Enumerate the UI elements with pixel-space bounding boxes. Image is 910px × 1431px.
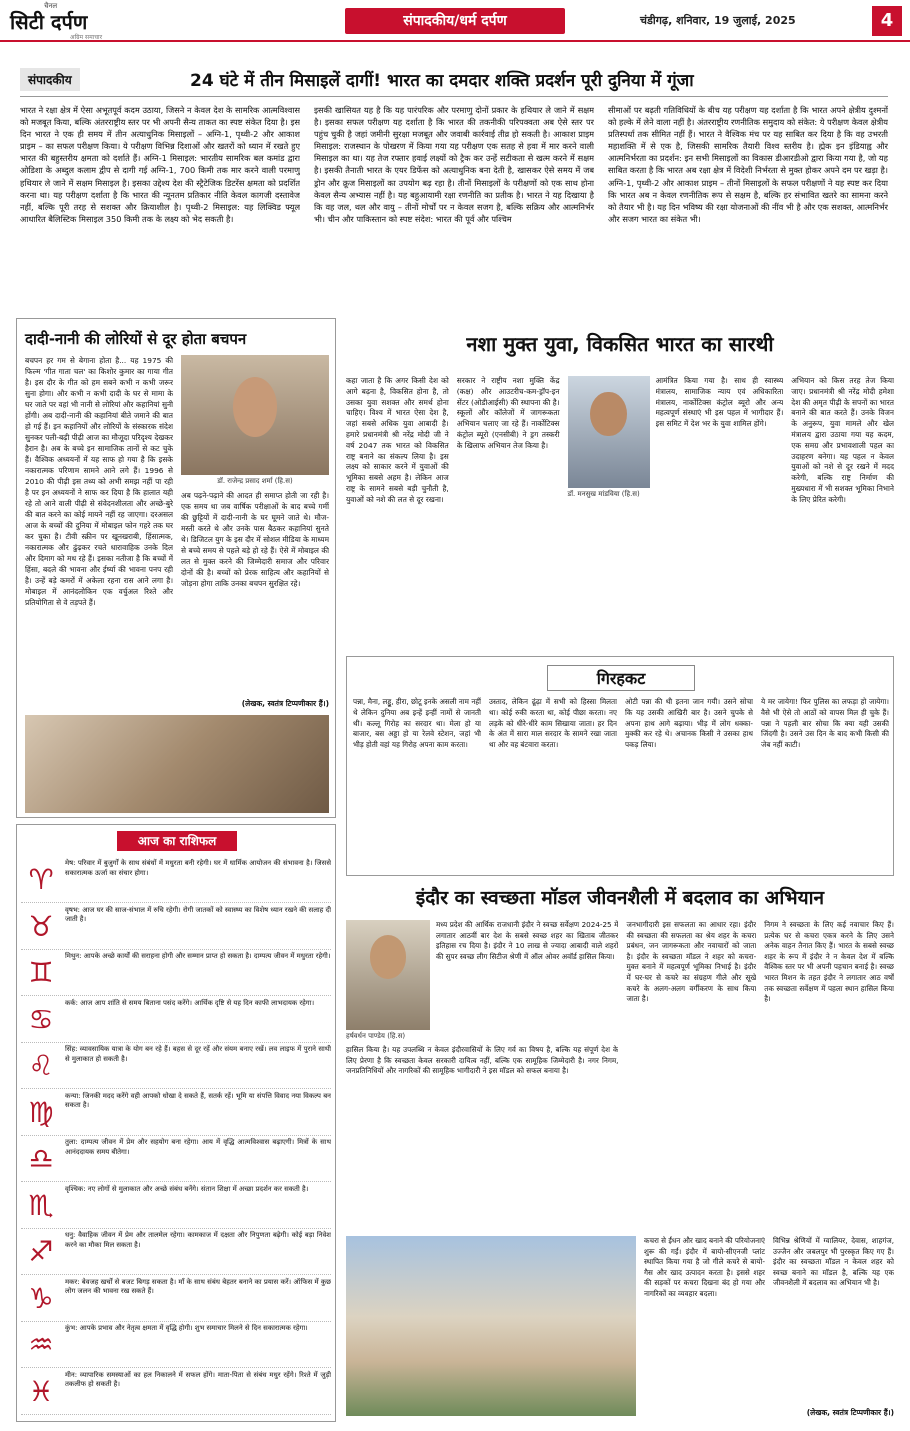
indore-column-2: जनभागीदारी इस सफलता का आधार रहा। इंदौर की स्वच्छता की सफलता का श्रेय शहर के कचरा प्रबंधन, जन जागरूकता और नवाचारों को जाता है। इंदौर के स्वच्छता मॉडल ने शहर को कचरा-मुक्त बनाने में महत्वपूर्ण भूमिका निभाई है। इंदौर में घर-घर से कचरे का संग्रहण गीले और सूखे कचरे के अलग-अलग वर्गीकरण के साथ किया जाता है। xyxy=(626,920,757,1004)
girahkat-column-1: पन्ना, मैना, लड्डू, हीरा, छोटू इनके असली नाम नहीं थे लेकिन दुनिया अब इन्हें इन्हीं नामों से जानती थी। कल्लू गिरोह का सरदार था। मेला हो या बाजार, बस अड्डा हो या रेलवे स्टेशन, जहां भी भीड़ होती वहां यह गिरोह अपना काम करता। xyxy=(353,697,481,750)
horoscope-row xyxy=(21,857,331,903)
indore-author-note: (लेखक, स्वतंत्र टिप्पणीकार हैं।) xyxy=(806,1408,894,1417)
indore-column-4: कचरा से ईंधन और खाद बनाने की परियोजनाएं शुरू की गईं। इंदौर में बायो-सीएनजी प्लांट स्थापित किया गया है जो गीले कचरे से बायो-गैस और खाद उत्पादन करता है। इससे शहर की सड़कों पर कचरा दिखना बंद हो गया और नागरिकों का व्यवहार बदला। xyxy=(644,1236,765,1298)
zodiac-sign-icon: ♒ xyxy=(28,1328,54,1361)
horoscope-row xyxy=(21,950,331,996)
girahkat-headline: गिरहकट xyxy=(547,665,695,691)
zodiac-sign-icon: ♍ xyxy=(28,1095,54,1129)
girahkat-column-4: ये मर जायेगा! फिर पुलिस का लफड़ा हो जायेगा। वैसे भी ऐसे तो आठों को वापस मिल ही चुके हैं। पन्ना ने पहली बार सोचा कि क्या यही उसकी जिंदगी है। उसने उस दिन के बाद कभी किसी की जेब नहीं काटी। xyxy=(761,697,889,750)
minister-caption: डॉ. मनसुख मांडविया (हि.स) xyxy=(567,490,640,498)
editorial-column-3: सीमाओं पर बढ़ती गतिविधियों के बीच यह परीक्षण यह दर्शाता है कि भारत अपने क्षेत्रीय दुश्मनों को हल्के में लेने वाला नहीं है। अंतरराष्ट्रीय रणनीतिक समुदाय को संकेत: ये परीक्षण केवल क्षेत्रीय प्रतिस्पर्धा तक सीमित नहीं हैं। भारत ने वैश्विक मंच पर यह साबित कर दिया है कि वह उभरती महाशक्ति में से एक है, जिसकी सामरिक तैयारी विश्व स्तरीय है। ह्मेक इन इंडियाह्व और आत्मनिर्भरता का प्रदर्शन: इन सभी मिसाइलों का विकास डीआरडीओ द्वारा किया गया है, जो यह साबित करता है कि भारत अब रक्षा क्षेत्र में विदेशी निर्भरता से मुक्त होकर अपने दम पर खड़ा है। अग्नि-1, पृथ्वी-2 और आकाश प्राइम – तीनों मिसाइलों के सफल परीक्षणों ने यह स्पष्ट कर दिया कि भारत अब न केवल रणनीतिक रूप से सक्षम है, बल्कि हर संभावित खतरे का सामना करने को तैयार भी है। यह दिन भविष्य की रक्षा योजनाओं की नींव भी है और एक सशक्त, आत्मनिर्भर और सजग भारत का संकेत भी। xyxy=(608,105,888,224)
masthead xyxy=(0,0,910,42)
horoscope-row xyxy=(21,1229,331,1275)
editorial-article xyxy=(20,60,888,310)
horoscope-row xyxy=(21,997,331,1043)
zodiac-sign-icon: ♎ xyxy=(28,1142,54,1175)
zodiac-sign-icon: ♐ xyxy=(28,1235,54,1268)
horoscope-title: आज का राशिफल xyxy=(117,831,237,851)
minister-row xyxy=(568,376,784,488)
indore-column-1a: मध्य प्रदेश की आर्थिक राजधानी इंदौर ने स्वच्छ सर्वेक्षण 2024-25 में लगातार आठवीं बार देश के सबसे स्वच्छ शहर का खिताब जीतकर इतिहास रच दिया है। इंदौर ने 10 लाख से ज्यादा आबादी वाले शहरों की सुपर स्वच्छ लीग सिटीज श्रेणी में ऑल ओवर अवॉर्ड हासिल किया। xyxy=(436,920,619,961)
horoscope-text: मकर: बेवजह खर्चों से बजट बिगड़ सकता है। माँ के साथ संबंध बेहतर बनाने का प्रयास करें। ऑफिस में कुछ लोग जलन की भावना रख सकते हैं। xyxy=(65,1277,331,1296)
indore-column-1-wrap xyxy=(346,920,618,1230)
nasha-column-1: कहा जाता है कि अगर किसी देश को आगे बढ़ना है, विकसित होना है, तो उसका युवा सशक्त और समर्थ होना चाहिए। विश्व में भारत ऐसा देश है, जहां सबसे अधिक युवा आबादी है। हमारे प्रधानमंत्री श्री नरेंद्र मोदी जी ने वर्ष 2047 तक भारत को विकसित राष्ट्र बनाने का संकल्प लिया है। इस लक्ष्य को साकार करने में युवाओं की भूमिका सबसे अहम है। लेकिन आज राष्ट्र के सामने सबसे बड़ी चुनौती है, युवाओं को नशे की लत से दूर रखना। xyxy=(346,376,449,504)
indore-photo-caption: हर्षवर्धन पाण्डेय (हि.स) xyxy=(346,1032,406,1040)
girahkat-column-3: ओटी पन्ना की थी इतना जान गयी। उसने सोचा कि यह उसकी आखिरी बार है। उसने चुपके से अपना हाथ आगे बढ़ाया। भीड़ में लोग धक्का-मुक्की कर रहे थे। अचानक किसी ने उसका हाथ पकड़ लिया। xyxy=(625,697,753,750)
girahkat-body xyxy=(353,697,889,869)
logo-small-text: चैनल xyxy=(44,2,58,10)
nasha-column-2: सरकार ने राष्ट्रीय नशा मुक्ति केंद्र (कक्ष) और आउटरीच-कम-ड्रॉप-इन सेंटर (ओडीआईसी) की स्थापना की है। स्कूलों और कॉलेजों में जागरूकता अभियान चलाए जा रहे हैं। नार्कोटिक्स कंट्रोल ब्यूरो (एनसीबी) ने ड्रग तस्करी के खिलाफ अभियान तेज किया है। xyxy=(456,376,560,450)
indore-body-bottom xyxy=(644,1236,894,1406)
newspaper-logo xyxy=(10,2,102,41)
author-caption: डॉ. राजेन्द्र प्रसाद शर्मा (हि.स) xyxy=(217,477,293,485)
zodiac-sign-icon: ♑ xyxy=(28,1281,54,1315)
horoscope-row xyxy=(21,1276,331,1322)
horoscope-text: मिथुन: आपके अच्छे कार्यों की सराहना होगी और सम्मान प्राप्त हो सकता है। दाम्पत्य जीवन में मधुरता रहेगी। xyxy=(65,952,331,960)
horoscope-text: कन्या: जिनकी मदद करेंगे वही आपको धोखा दे सकते हैं, सतर्क रहें। भूमि या संपत्ति विवाद नया विकल्प बन सकता है। xyxy=(65,1091,331,1110)
horoscope-row xyxy=(21,1090,331,1136)
horoscope-text: वृषभ: आज घर की साज-संभाल में रुचि रहेगी। रोगी जातकों को स्वास्थ्य का विशेष ध्यान रखने की सलाह दी जाती है। xyxy=(65,905,331,924)
zodiac-sign-icon: ♌ xyxy=(28,1049,54,1082)
indore-palace-photo xyxy=(346,1236,636,1416)
zodiac-sign-icon: ♊ xyxy=(28,956,54,989)
author-photo xyxy=(346,920,430,1030)
girahkat-column-2: उस्ताद, लेकिन ढूंढ़ा में सभी को हिस्सा मिलता था। कोई रुकी करता था, कोई पीछा करता। नए लड़के को धीरे-धीरे काम सिखाया जाता। हर दिन के अंत में सारा माल सरदार के सामने रखा जाता था और वह बंटवारा करता। xyxy=(489,697,617,750)
nasha-headline: नशा मुक्त युवा, विकसित भारत का सारथी xyxy=(466,332,774,356)
lullaby-headline: दादी-नानी की लोरियों से दूर होता बचपन xyxy=(25,330,247,348)
dateline: चंडीगढ़, शनिवार, 19 जुलाई, 2025 xyxy=(640,14,796,27)
author-photo xyxy=(181,355,329,475)
indore-article xyxy=(346,880,894,1425)
indore-column-5: विभिन्न श्रेणियों में ग्वालियर, देवास, शाहगंज, उज्जैन और जबलपुर भी पुरस्कृत किए गए हैं। इंदौर का स्वच्छता मॉडल न केवल शहर को स्वच्छ बनाने का मॉडल है, बल्कि यह एक जीवनशैली में बदलाव का अभियान भी है। xyxy=(773,1236,894,1288)
horoscope-text: कुंभ: आपके प्रभाव और नेतृत्व क्षमता में वृद्धि होगी। शुभ समाचार मिलने से दिन सकारात्मक रहेगा। xyxy=(65,1324,308,1332)
nasha-column-3: आमंत्रित किया गया है। साथ ही स्वास्थ्य मंत्रालय, सामाजिक न्याय एवं अधिकारिता मंत्रालय, नार्कोटिक्स कंट्रोल ब्यूरो और अन्य महत्वपूर्ण संस्थाएं भी इस पहल में भागीदार हैं। इस समिट में देश भर के युवा शामिल होंगे। xyxy=(655,376,784,429)
section-band: संपादकीय/धर्म दर्पण xyxy=(345,8,565,34)
horoscope-row xyxy=(21,1136,331,1182)
nasha-body xyxy=(346,376,894,694)
indore-column-1b: हासिल किया है। यह उपलब्धि न केवल इंदौरवासियों के लिए गर्व का विषय है, बल्कि यह संपूर्ण देश के लिए प्रेरणा है कि स्वच्छता केवल सरकारी दायित्व नहीं, बल्कि एक सामूहिक जिम्मेदारी है। नगर निगम, जनप्रतिनिधियों और नागरिकों की सामूहिक भागीदारी ने इस मॉडल को सफल बनाया है। xyxy=(346,1045,619,1076)
horoscope-row xyxy=(21,1322,331,1368)
nasha-column-4: अभियान को किस तरह तेज किया जाए। प्रधानमंत्री श्री नरेंद्र मोदी हमेशा देश की अमृत पीढ़ी के सपनों का भारत बनाने की बात करते हैं। उनके विजन के अनुरूप, युवा मामले और खेल मंत्रालय द्वारा उठाया गया यह कदम, एक समग्र और प्रभावशाली पहल का उदाहरण बनेगा। यह पहल न केवल युवाओं को नशे से दूर रखने में मदद करेगी, बल्कि राष्ट्र निर्माण की मुख्यधारा में भी सशक्त भूमिका निभाने के लिए प्रेरित करेगी। xyxy=(791,376,895,504)
horoscope-text: धनु: वैवाहिक जीवन में प्रेम और तालमेल रहेगा। कामकाज में दक्षता और निपुणता बढ़ेगी। कोई बड़ा निवेश करने का मौका मिल सकता है। xyxy=(65,1231,331,1249)
horoscope-text: कर्क: आज आप शांति से समय बिताना पसंद करेंगे। आर्थिक दृष्टि से यह दिन काफी लाभदायक रहेगा। xyxy=(65,998,315,1007)
editorial-column-1: भारत ने रक्षा क्षेत्र में ऐसा अभूतपूर्व कदम उठाया, जिसने न केवल देश के सामरिक आत्मविश्वास को मजबूत किया, बल्कि अंतरराष्ट्रीय स्तर पर भी अपनी सैन्य ताकत का स्पष्ट संकेत दिया है। इस दिन भारत ने एक ही समय में तीन अत्याधुनिक मिसाइलों – अग्नि-1, पृथ्वी-2 और आकाश प्राइम – का सफल परीक्षण किया। ये परीक्षण विभिन्न दिशाओं और खतरों को ध्यान में रखते हुए भारत की बहुस्तरीय क्षमता को दर्शाते हैं। अग्नि-1 मिसाइल: भारतीय सामरिक बल कमांड द्वारा ओडिशा के अब्दुल कलाम द्वीप से दागी गई अग्नि-1, 700 किमी तक मार करने वाली परमाणु हथियार ले जाने में सक्षम मिसाइल है। इसका उद्देश्य देश की स्ट्रैटेजिक डिटरेंस क्षमता को प्रदर्शित करना था। यह परीक्षण दर्शाता है कि भारत की न्यूनतम प्रतिकार नीति केवल कागजी दस्तावेज नहीं, बल्कि पूरी तरह से सशक्त और क्रियाशील है। पृथ्वी-2 मिसाइल: यह लिक्विड फ्यूल आधारित बैलिस्टिक मिसाइल 350 किमी तक के लक्ष्य को भेद सकती है। xyxy=(20,105,300,224)
lullaby-body xyxy=(25,355,329,695)
lullaby-column-1: बचपन हर गम से बेगाना होता है... यह 1975 की फिल्म 'गीत गाता चल' का किशोर कुमार का गाया गीत है। इस दौर के गीत को हम सबने कभी न कभी जरूर सुना होगा। और कभी न कभी दादी के घर से मामा के घर जाते पर वहां भी नानी से लोरियां और कहानियां सुनी होंगी। अब दादी-नानी की कहानियां बीते जमाने की बात हो गई हैं। इन कहानियों और लोरियों के संस्कारक संदेश सुनकर पली-बढ़ी पीढ़ी आज का मौजूदा परिदृश्य देखकर हैरान है। अब के बच्चे इन सामाजिक तानों से कट चुके हैं। वैश्विक अध्ययनों में यह साफ हो गया है कि इसके नकारात्मक परिणाम सामने आने लगे हैं। 1996 से 2010 की पीढ़ी इस तथ्य को अभी समझ नहीं पा रही है पर इन अध्ययनों ने साफ कर दिया है कि हालात यही रहे तो आने वाली पीढ़ी से संवेदनशीलता और अच्छे-बुरे की बात करने का कोई मायने नहीं रह जाएगा। दरअसल आज के बच्चों की दुनिया में मोबाइल फोन गहरे तक घर कर चुका है। टीवी स्क्रीन पर खूनखराबी, हिंसात्मक, नकारात्मक और ढुंढ़कर रचते धारावाहिक उनके दिल और दिमाग को मथ रहे हैं। इसका नतीजा है कि बच्चों में हिंसा, बदले की भावना और ईर्ष्या की भावना पनप रही है। उन्हें बड़े कमरों में अकेला रहना रास आने लगा है। मोबाइल में आनंदलोकिन एक वर्चुअल रिश्ते और प्रतियोगिता से वे तड़पते हैं। xyxy=(25,356,173,607)
zodiac-sign-icon: ♉ xyxy=(28,909,54,943)
indore-column-3: निगम ने स्वच्छता के लिए कई नवाचार किए हैं। प्रत्येक घर से कचरा एकत्र करने के लिए उसने अनेक वाहन तैनात किए हैं। भारत के सबसे स्वच्छ शहर के रूप में इंदौर ने न केवल देश में बल्कि वैश्विक स्तर पर भी अपनी पहचान बनाई है। स्वच्छ भारत मिशन के तहत इंदौर ने लगातार आठ वर्षों तक स्वच्छता सर्वेक्षण में पहला स्थान हासिल किया है। xyxy=(764,920,894,1004)
zodiac-sign-icon: ♓ xyxy=(28,1374,54,1408)
zodiac-sign-icon: ♋ xyxy=(28,1002,54,1036)
horoscope-row xyxy=(21,1183,331,1229)
lullaby-column-2-wrap xyxy=(181,355,329,695)
horoscope-row xyxy=(21,904,331,950)
horoscope-list xyxy=(21,857,331,1417)
horoscope-row xyxy=(21,1369,331,1415)
lullaby-author-note: (लेखक, स्वतंत्र टिप्पणीकार हैं।) xyxy=(241,699,329,708)
horoscope-text: मेष: परिवार में बुजुर्गों के साथ संबंधों में मधुरता बनी रहेगी। घर में धार्मिक आयोजन की संभावना है। जिससे सकारात्मक ऊर्जा का संचार होगा। xyxy=(65,859,331,877)
horoscope-text: सिंह: व्यावसायिक यात्रा के योग बन रहे हैं। बहस से दूर रहें और संयम बनाए रखें। लव लाइफ में पुराने साथी से मुलाकात हो सकती है। xyxy=(65,1045,331,1063)
editorial-column-2: इसकी खासियत यह है कि यह पारंपरिक और परमाणु दोनों प्रकार के हथियार ले जाने में सक्षम है। इसका सफल परीक्षण यह दर्शाता है कि भारत की तकनीकी परिपक्वता अब ऐसे स्तर पर पहुंच चुकी है जहां जमीनी सुरक्षा मजबूत और जवाबी कार्रवाई तीव्र हो सकती है। आकाश प्राइम मिसाइल: राजस्थान के पोखरण में किया गया यह परीक्षण एक सतह से हवा में मार करने वाली मिसाइल का था। यह तेज रफ्तार हवाई लक्ष्यों को ट्रैक कर उन्हें सटीकता से खत्म करने में सक्षम है। इसकी तैनाती भारत के एयर डिफेंस को अत्याधुनिक बना देती है, खासकर ऐसे समय में जब ड्रोन और क्रूज मिसाइलों का उपयोग बढ़ रहा है। तीनों मिसाइलों के परीक्षणों को एक साथ होना केवल सैन्य अभ्यास नहीं है। यह बहुआयामी रक्षा रणनीति का प्रतीक है। भारत ने यह दिखाया है कि वह जल, थल और वायु – तीनों मोर्चों पर न केवल सजग है, बल्कि सक्रिय और आत्मनिर्भर भी। चीन और पाकिस्तान को स्पष्ट संदेश: भारत की पूर्व और पश्चिम xyxy=(314,105,594,224)
editorial-columns xyxy=(20,104,888,304)
logo-tagline: अग्रिम समाचार xyxy=(70,34,103,41)
zodiac-sign-icon: ♈ xyxy=(28,863,54,896)
horoscope-text: मीन: व्यापारिक समस्याओं का हल निकालने में सफल होंगे। माता-पिता से संबंध मधुर रहेंगे। रिश्ते में जुड़ी तकलीफ हो सकती है। xyxy=(65,1370,331,1389)
nasha-column-3-wrap xyxy=(568,376,784,694)
editorial-headline: 24 घंटे में तीन मिसाइलें दागीं! भारत का दमदार शक्ति प्रदर्शन पूरी दुनिया में गूंजा xyxy=(190,71,694,91)
lullaby-column-2: अब पढ़ने-पढ़ाने की आदत ही समाप्त होती जा रही है। एक समय था जब वार्षिक परीक्षाओं के बाद बच्चे गर्मी की छुट्टियों में दादी-नानी के घर घूमने जाते थे। मौज-मस्ती करते थे और उनके पास बैठकर कहानियां सुनते थे। डिजिटल युग के इस दौर में सोशल मीडिया के माध्यम से बच्चे समय से पहले बड़े हो रहे हैं। ऐसे में मोबाइल की लत से मुक्त करने की जिम्मेदारी समाज और परिवार दोनों की है। बच्चों को प्रेरक साहित्य और कहानियों से जोड़ना होगा ताकि उनका बचपन सुरक्षित रहे। xyxy=(181,491,329,588)
indore-photo-row xyxy=(346,920,618,1030)
editorial-label: संपादकीय xyxy=(20,68,80,91)
horoscope-text: तुला: दाम्पत्य जीवन में प्रेम और सहयोग बना रहेगा। आय में वृद्धि आत्मविश्वास बढ़ाएगी। मित्रों के साथ आनंददायक समय बीतेगा। xyxy=(65,1138,331,1156)
indore-body xyxy=(346,920,894,1230)
logo-text: सिटी दर्पण xyxy=(10,10,88,34)
lullaby-article xyxy=(16,318,336,818)
horoscope-text: वृश्चिक: नए लोगों से मुलाकात और अच्छे संबंध बनेंगे। संतान शिक्षा में अच्छा प्रदर्शन कर सकती है। xyxy=(65,1184,309,1193)
minister-photo xyxy=(568,376,650,488)
girahkat-story xyxy=(346,656,894,876)
divider xyxy=(20,96,888,97)
indore-headline: इंदौर का स्वच्छता मॉडल जीवनशैली में बदलाव का अभियान xyxy=(415,887,825,909)
horoscope-row xyxy=(21,1043,331,1089)
page-number: 4 xyxy=(872,6,902,36)
horoscope-box xyxy=(16,824,336,1422)
family-photo xyxy=(25,715,329,813)
zodiac-sign-icon: ♏ xyxy=(28,1188,54,1222)
